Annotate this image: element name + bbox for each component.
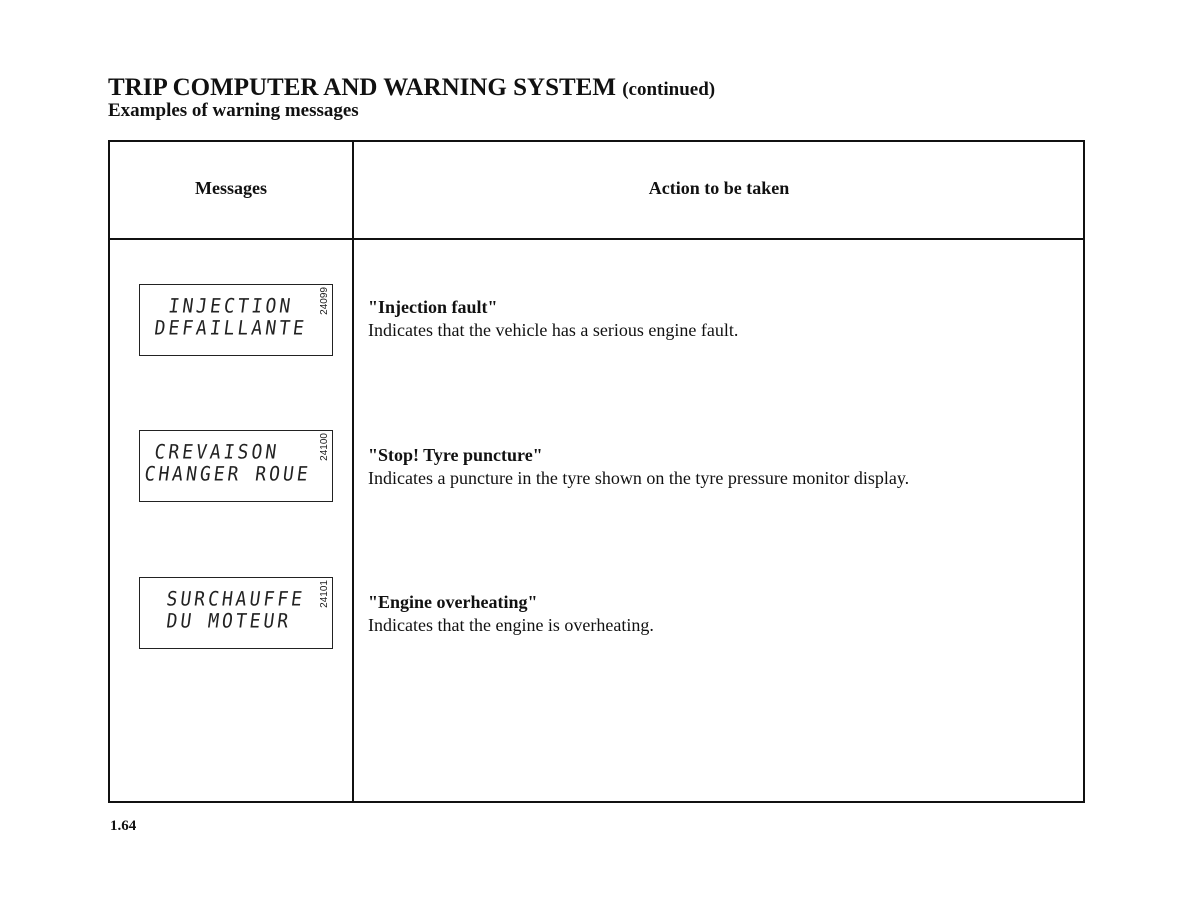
display-line-2: DEFAILLANTE: [153, 317, 309, 341]
message-description-engine-overheating: Indicates that the engine is overheating.: [368, 615, 654, 635]
column-header-action: Action to be taken: [648, 178, 790, 198]
table-header-divider: [108, 238, 1085, 240]
display-line-2: DU MOTEUR: [165, 610, 293, 634]
display-panel-injection: [139, 284, 333, 356]
message-description-injection-fault: Indicates that the vehicle has a serious engine fault.: [368, 320, 739, 340]
display-line-1: CREVAISON: [153, 441, 281, 465]
column-header-messages: Messages: [195, 178, 267, 198]
display-panel-surchauffe: [139, 577, 333, 649]
page-title: [108, 74, 715, 102]
display-line-1: INJECTION: [167, 295, 295, 319]
display-panel-crevaison: [139, 430, 333, 502]
figure-code: 24100: [319, 433, 330, 461]
message-title-injection-fault: "Injection fault": [368, 297, 498, 317]
message-description-tyre-puncture: Indicates a puncture in the tyre shown on the tyre pressure monitor display.: [368, 468, 910, 488]
figure-code: 24099: [319, 287, 330, 315]
message-title-engine-overheating: "Engine overheating": [368, 592, 538, 612]
figure-code: 24101: [319, 580, 330, 608]
display-line-1: SURCHAUFFE: [165, 588, 307, 612]
page-title-text: TRIP COMPUTER AND WARNING SYSTEM: [108, 74, 616, 101]
page-title-suffix: (continued): [622, 79, 716, 100]
display-line-2: CHANGER ROUE: [143, 463, 313, 487]
page-number: 1.64: [110, 818, 137, 834]
message-title-tyre-puncture: "Stop! Tyre puncture": [368, 445, 543, 465]
page-subtitle: Examples of warning messages: [108, 100, 359, 121]
